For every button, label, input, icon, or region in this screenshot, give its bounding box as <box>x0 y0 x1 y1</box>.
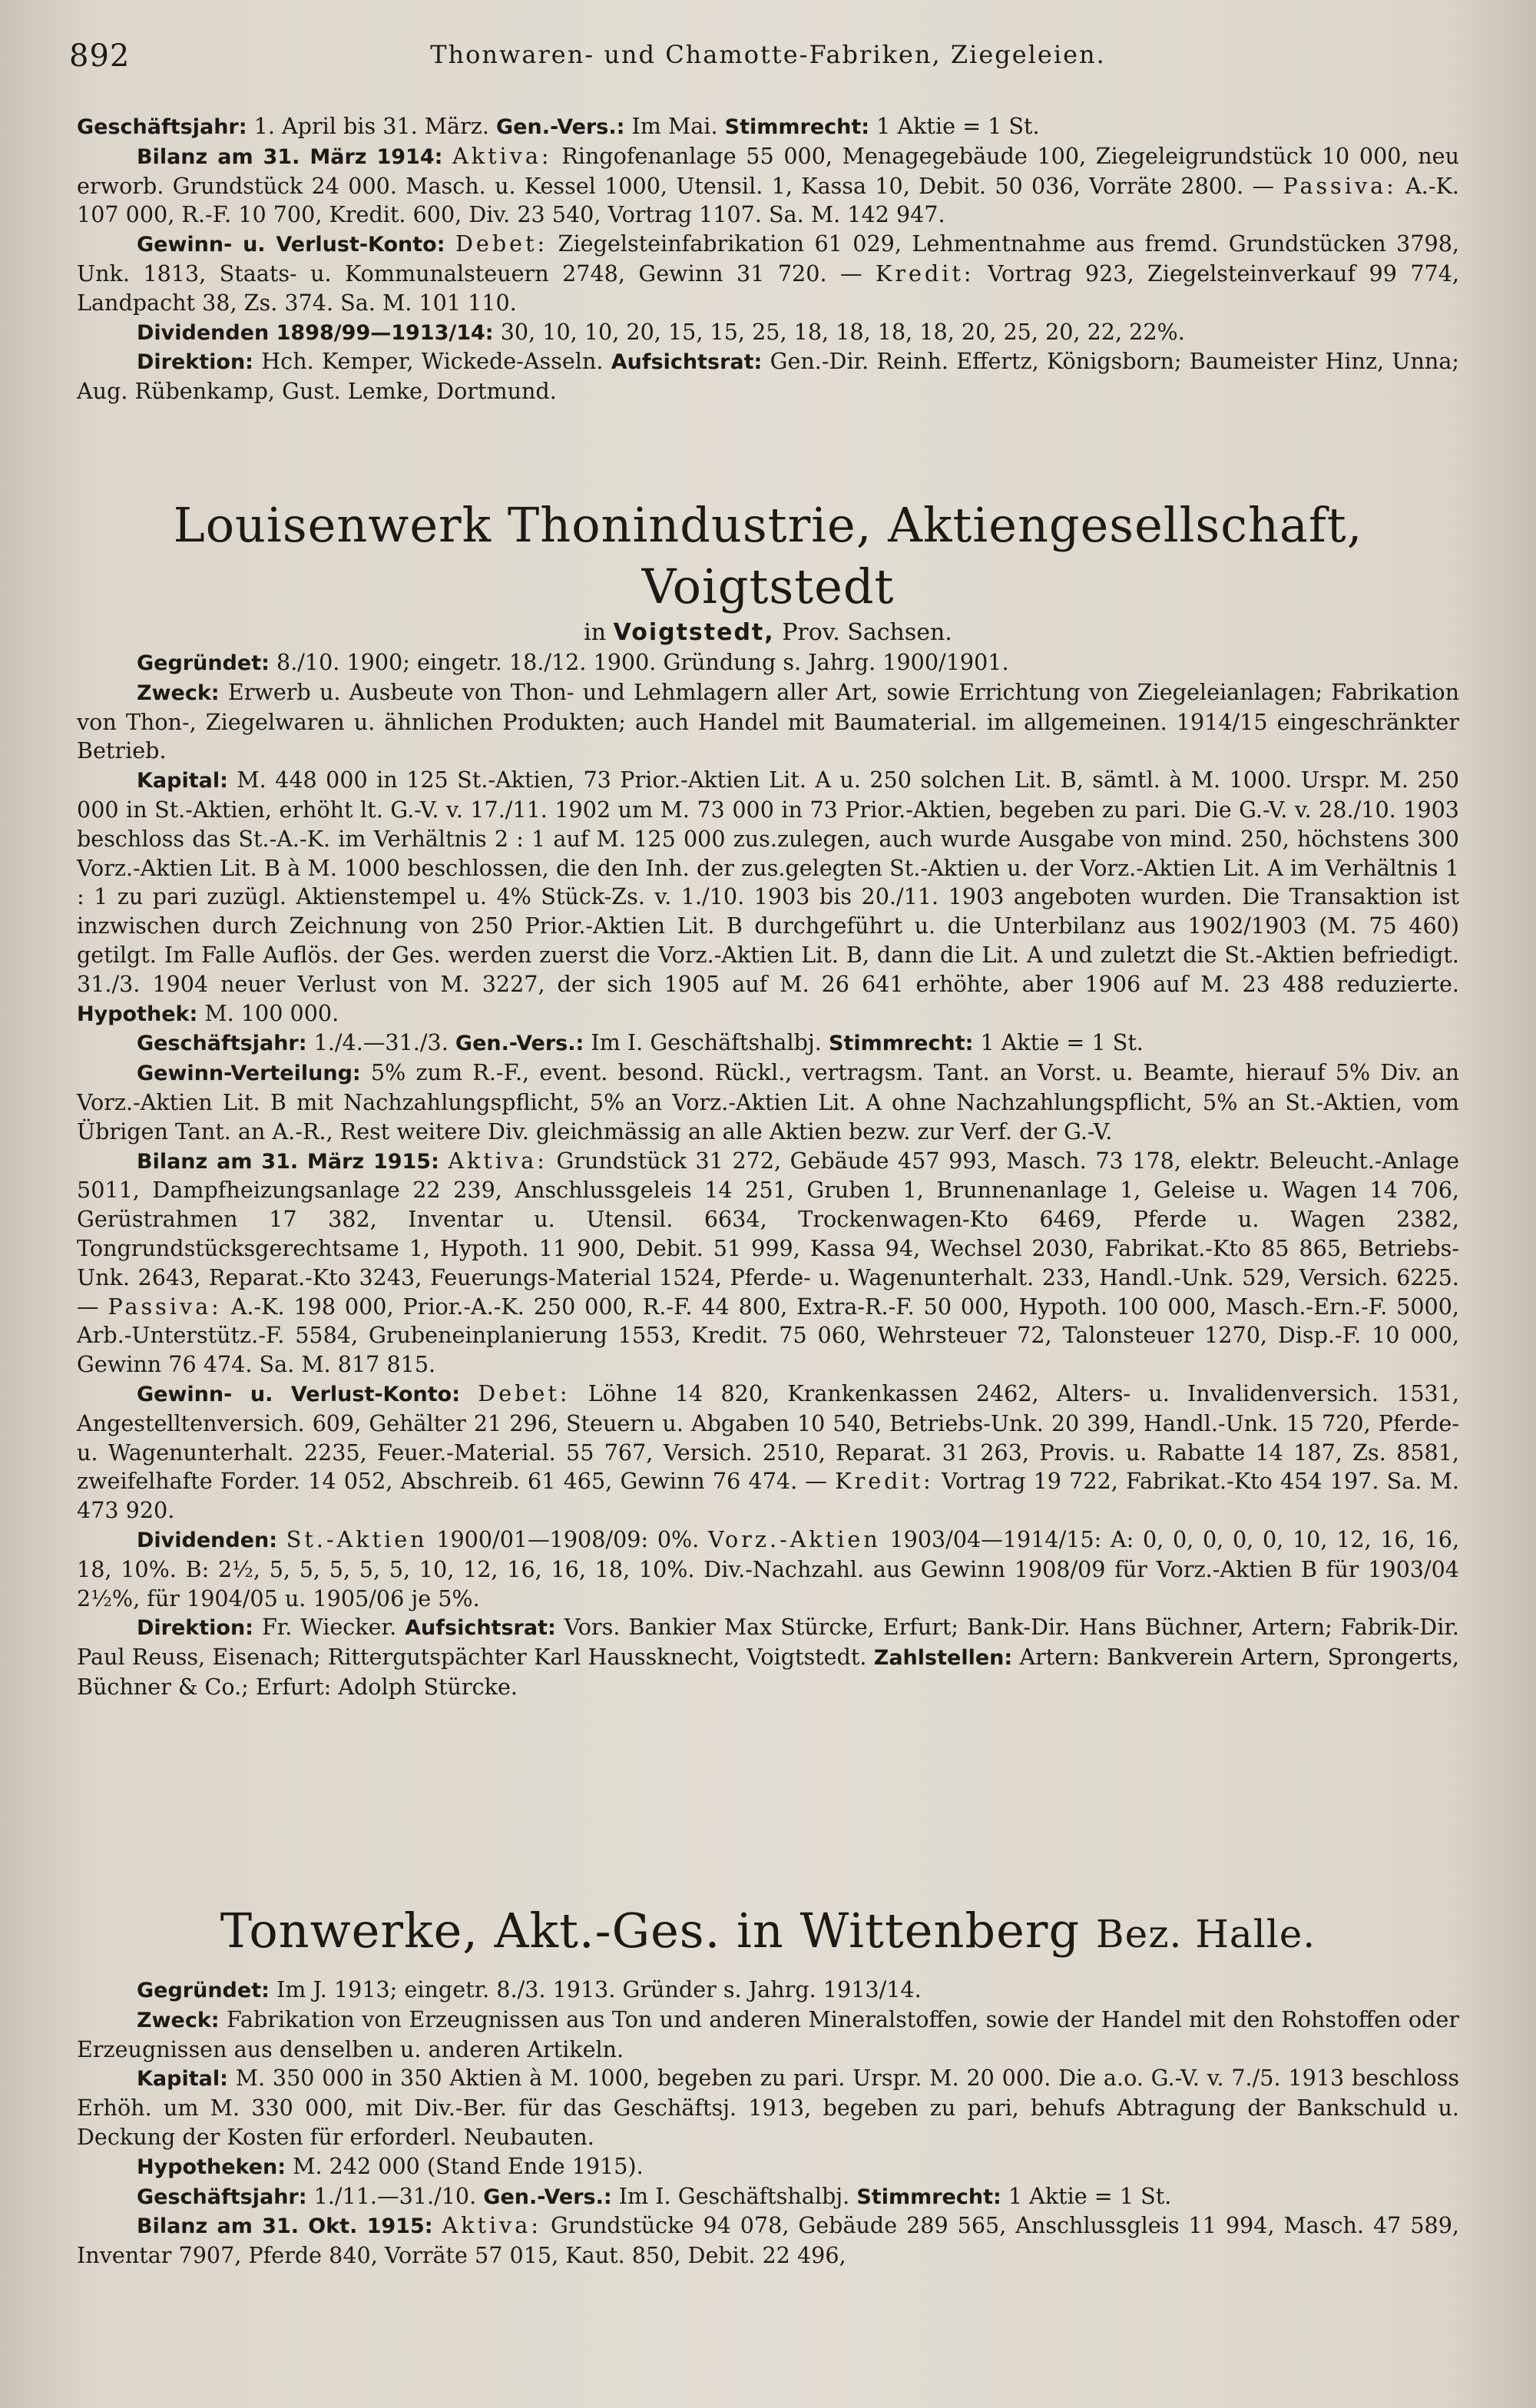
page-number: 892 <box>69 38 131 74</box>
louisenwerk-gewinn-verlust: Gewinn- u. Verlust-Konto: Debet: Löhne 14 820, Krankenkassen 2462, Alters- u. Invalidenversich. 1531, Angestelltenversich. 609, Gehälter 21 296, Steuern u. Abgaben 10 540, Betriebs-Unk. 20 399, Handl.-Unk. 15 720, Pferde- u. Wagenunterhalt. 2235, Feuer.-Material. 55 767, Versich. 2510, Reparat. 31 263, Provis. u. Rabatte 14 187, Zs. 8581, zweifelhafte Forder. 14 052, Abschreib. 61 465, Gewinn 76 474. — Kredit: Vortrag 19 722, Fabrikat.-Kto 454 197. Sa. M. 473 920. <box>77 1380 1459 1524</box>
top-geschaeftsjahr: Geschäftsjahr: 1. April bis 31. März. Gen.-Vers.: Im Mai. Stimmrecht: 1 Aktie = 1 St. <box>77 113 1040 139</box>
tonwerke-geschaeftsjahr: Geschäftsjahr: 1./11.—31./10. Gen.-Vers.: Im I. Geschäftshalbj. Stimmrecht: 1 Aktie = 1 St. <box>137 2182 1172 2209</box>
louisenwerk-entry <box>77 495 1459 1702</box>
louisenwerk-kapital: Kapital: M. 448 000 in 125 St.-Aktien, 73 Prior.-Aktien Lit. A u. 250 solchen Lit. B, sämtl. à M. 1000. Urspr. M. 250 000 in St.-Aktien, erhöht lt. G.-V. v. 17./11. 1902 um M. 73 000 in 73 Prior.-Aktien, begeben zu pari. Die G.-V. v. 28./10. 1903 beschloss das St.-A.-K. im Verhältnis 2 : 1 auf M. 125 000 zus.zulegen, auch wurde Ausgabe von mind. 250, höchstens 300 Vorz.-Aktien Lit. B à M. 1000 beschlossen, die den Inh. der zus.gelegten St.-Aktien u. der Vorz.-Aktien Lit. A im Verhältnis 1 : 1 zu pari zuzügl. Aktienstempel u. 4% Stück-Zs. v. 1./10. 1903 bis 20./11. 1903 angeboten wurden. Die Transaktion ist inzwischen durch Zeichnung von 250 Prior.-Aktien Lit. B durchgeführt u. die Unterbilanz aus 1902/1903 (M. 75 460) getilgt. Im Falle Auflös. der Ges. werden zuerst die Vorz.-Aktien Lit. B, dann die Lit. A und zuletzt die St.-Aktien befriedigt. 31./3. 1904 neuer Verlust von M. 3227, der sich 1905 auf M. 26 641 erhöhte, aber 1906 auf M. 23 488 reduzierte. Hypothek: M. 100 000. <box>77 767 1459 1026</box>
louisenwerk-zweck: Zweck: Erwerb u. Ausbeute von Thon- und Lehmlagern aller Art, sowie Errichtung von Ziegeleianlagen; Fabrikation von Thon-, Ziegelwaren u. ähnlichen Produkten; auch Handel mit Baumaterial. im allgemeinen. 1914/15 eingeschränkter Betrieb. <box>77 678 1460 764</box>
top-gewinn-verlust: Gewinn- u. Verlust-Konto: Debet: Ziegelsteinfabrikation 61 029, Lehmentnahme aus fremd. Grundstücken 3798, Unk. 1813, Staats- u. Kommunalsteuern 2748, Gewinn 31 720. — Kredit: Vortrag 923, Ziegelsteinverkauf 99 774, Landpacht 38, Zs. 374. Sa. M. 101 110. <box>77 230 1460 316</box>
top-entry <box>77 112 1459 406</box>
louisenwerk-dividenden: Dividenden: St.-Aktien 1900/01—1908/09: 0%. Vorz.-Aktien 1903/04—1914/15: A: 0, 0, 0, 0, 0, 10, 12, 16, 16, 18, 10%. B: 2½, 5, 5, 5, 5, 5, 10, 12, 16, 16, 18, 10%. Div.-Nachzahl. aus Gewinn 1908/09 für Vorz.-Aktien B für 1903/04 2½%, für 1904/05 u. 1905/06 je 5%. <box>77 1525 1460 1611</box>
louisenwerk-direktion: Direktion: Fr. Wiecker. Aufsichtsrat: Vors. Bankier Max Stürcke, Erfurt; Bank-Dir. Hans Büchner, Artern; Fabrik-Dir. Paul Reuss, Eisenach; Rittergutspächter Karl Haussknecht, Voigtstedt. Zahlstellen: Artern: Bankverein Artern, Sprongerts, Büchner & Co.; Erfurt: Adolph Stürcke. <box>77 1614 1459 1700</box>
top-direktion: Direktion: Hch. Kemper, Wickede-Asseln. Aufsichtsrat: Gen.-Dir. Reinh. Effertz, Königsborn; Baumeister Hinz, Unna; Aug. Rübenkamp, Gust. Lemke, Dortmund. <box>77 348 1459 405</box>
top-dividenden: Dividenden 1898/99—1913/14: 30, 10, 10, 20, 15, 15, 25, 18, 18, 18, 18, 20, 25, 20, 22, 22%. <box>137 318 1185 345</box>
louisenwerk-gewinnverteilung: Gewinn-Verteilung: 5% zum R.-F., event. besond. Rückl., vertragsm. Tant. an Vorst. u. Beamte, hierauf 5% Div. an Vorz.-Aktien Lit. B mit Nachzahlungspflicht, 5% an Vorz.-Aktien Lit. A ohne Nachzahlungspflicht, 5% an St.-Aktien, vom Übrigen Tant. an A.-R., Rest weitere Div. gleichmässig an alle Aktien bezw. zur Verf. der G.-V. <box>77 1059 1460 1144</box>
tonwerke-zweck: Zweck: Fabrikation von Erzeugnissen aus Ton und anderen Mineralstoffen, sowie der Handel mit den Rohstoffen oder Erzeugnissen aus denselben u. anderen Artikeln. <box>77 2006 1460 2062</box>
tonwerke-hypotheken: Hypotheken: M. 242 000 (Stand Ende 1915). <box>137 2152 644 2179</box>
louisenwerk-geschaeftsjahr: Geschäftsjahr: 1./4.—31./3. Gen.-Vers.: Im I. Geschäftshalbj. Stimmrecht: 1 Aktie = 1 St. <box>137 1029 1144 1056</box>
running-title: Thonwaren- und Chamotte-Fabriken, Ziegeleien. <box>430 40 1106 69</box>
louisenwerk-title: Louisenwerk Thonindustrie, Aktiengesellschaft, Voigtstedt <box>173 497 1363 614</box>
louisenwerk-subtitle: in Voigtstedt, Prov. Sachsen. <box>584 619 952 646</box>
tonwerke-entry <box>77 1900 1459 2271</box>
louisenwerk-gegruendet: Gegründet: 8./10. 1900; eingetr. 18./12. 1900. Gründung s. Jahrg. 1900/1901. <box>137 649 1009 675</box>
tonwerke-bilanz: Bilanz am 31. Okt. 1915: Aktiva: Grundstücke 94 078, Gebäude 289 565, Anschlussgleis 11 994, Masch. 47 589, Inventar 7907, Pferde 840, Vorräte 57 015, Kaut. 850, Debit. 22 496, <box>77 2212 1459 2269</box>
tonwerke-gegruendet: Gegründet: Im J. 1913; eingetr. 8./3. 1913. Gründer s. Jahrg. 1913/14. <box>137 1976 922 2002</box>
louisenwerk-bilanz: Bilanz am 31. März 1915: Aktiva: Grundstück 31 272, Gebäude 457 993, Masch. 73 178, elektr. Beleucht.-Anlage 5011, Dampfheizungsanlage 22 239, Anschlussgeleis 14 251, Gruben 1, Brunnenanlage 1, Geleise u. Wagen 14 706, Gerüstrahmen 17 382, Inventar u. Utensil. 6634, Trockenwagen-Kto 6469, Pferde u. Wagen 2382, Tongrundstücksgerechtsame 1, Hypoth. 11 900, Debit. 51 999, Kassa 94, Wechsel 2030, Fabrikat.-Kto 85 865, Betriebs-Unk. 2643, Reparat.-Kto 3243, Feuerungs-Material 1524, Pferde- u. Wagenunterhalt. 233, Handl.-Unk. 529, Versich. 6225. — Passiva: A.-K. 198 000, Prior.-A.-K. 250 000, R.-F. 44 800, Extra-R.-F. 50 000, Hypoth. 100 000, Masch.-Ern.-F. 5000, Arb.-Unterstütz.-F. 5584, Grubeneinplanierung 1553, Kredit. 75 060, Wehrsteuer 72, Talonsteuer 1270, Disp.-F. 10 000, Gewinn 76 474. Sa. M. 817 815. <box>77 1147 1460 1378</box>
tonwerke-title: Tonwerke, Akt.-Ges. in Wittenberg Bez. Halle. <box>220 1903 1316 1959</box>
top-bilanz: Bilanz am 31. März 1914: Aktiva: Ringofenanlage 55 000, Menagegebäude 100, Ziegeleigrundstück 10 000, neu erworb. Grundstück 24 000. Masch. u. Kessel 1000, Utensil. 1, Kassa 10, Debit. 50 036, Vorräte 2800. — Passiva: A.-K. 107 000, R.-F. 10 700, Kredit. 600, Div. 23 540, Vortrag 1107. Sa. M. 142 947. <box>77 142 1460 228</box>
tonwerke-kapital: Kapital: M. 350 000 in 350 Aktien à M. 1000, begeben zu pari. Urspr. M. 20 000. Die a.o. G.-V. v. 7./5. 1913 beschloss Erhöh. um M. 330 000, mit Div.-Ber. für das Geschäftsj. 1913, begeben zu pari, behufs Abtragung der Bankschuld u. Deckung der Kosten für erforderl. Neubauten. <box>77 2065 1459 2150</box>
running-header <box>46 31 1490 77</box>
